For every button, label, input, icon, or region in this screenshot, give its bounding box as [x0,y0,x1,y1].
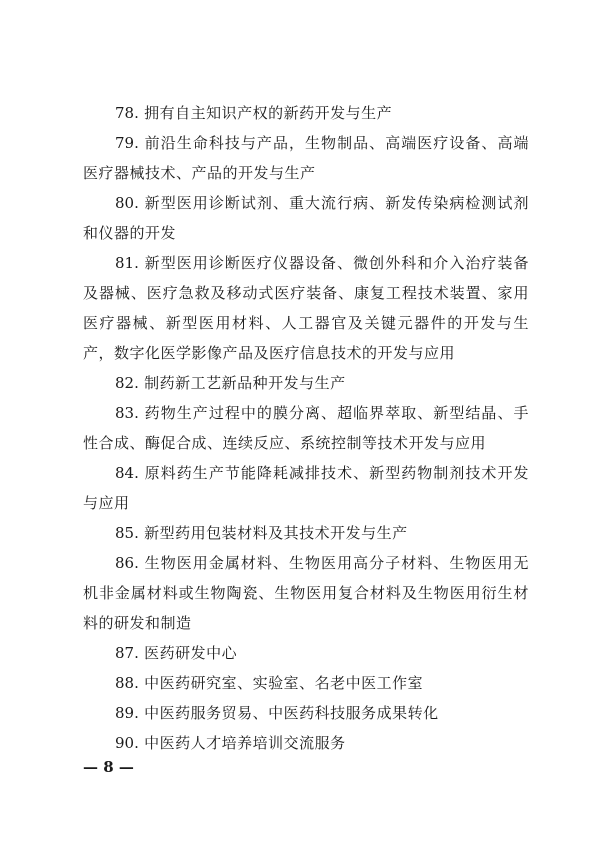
list-item: 87. 医药研发中心 [115,644,238,662]
list-item: 85. 新型药用包装材料及其技术开发与生产 [115,524,408,542]
list-item: 86. 生物医用金属材料、生物医用高分子材料、生物医用无机非金属材料或生物陶瓷、生物医用复合材料及生物医用衍生材料的研发和制造 [83,554,529,632]
list-item: 82. 制药新工艺新品种开发与生产 [115,374,346,392]
list-item: 78. 拥有自主知识产权的新药开发与生产 [115,104,393,122]
page-number: — 8 — [83,758,134,776]
list-item: 80. 新型医用诊断试剂、重大流行病、新发传染病检测试剂和仪器的开发 [83,194,529,242]
list-item: 90. 中医药人才培养培训交流服务 [115,734,346,752]
list-item: 81. 新型医用诊断医疗仪器设备、微创外科和介入治疗装备及器械、医疗急救及移动式医疗装备、康复工程技术装置、家用医疗器械、新型医用材料、人工器官及关键元器件的开发与生产，数字化医学影像产品及医疗信息技术的开发与应用 [83,254,529,362]
list-item: 83. 药物生产过程中的膜分离、超临界萃取、新型结晶、手性合成、酶促合成、连续反应、系统控制等技术开发与应用 [83,404,529,452]
list-item: 79. 前沿生命科技与产品，生物制品、高端医疗设备、高端医疗器械技术、产品的开发与生产 [83,134,529,182]
list-item: 84. 原料药生产节能降耗减排技术、新型药物制剂技术开发与应用 [83,464,529,512]
document-body [83,98,529,758]
list-item: 89. 中医药服务贸易、中医药科技服务成果转化 [115,704,439,722]
list-item: 88. 中医药研究室、实验室、名老中医工作室 [115,674,424,692]
